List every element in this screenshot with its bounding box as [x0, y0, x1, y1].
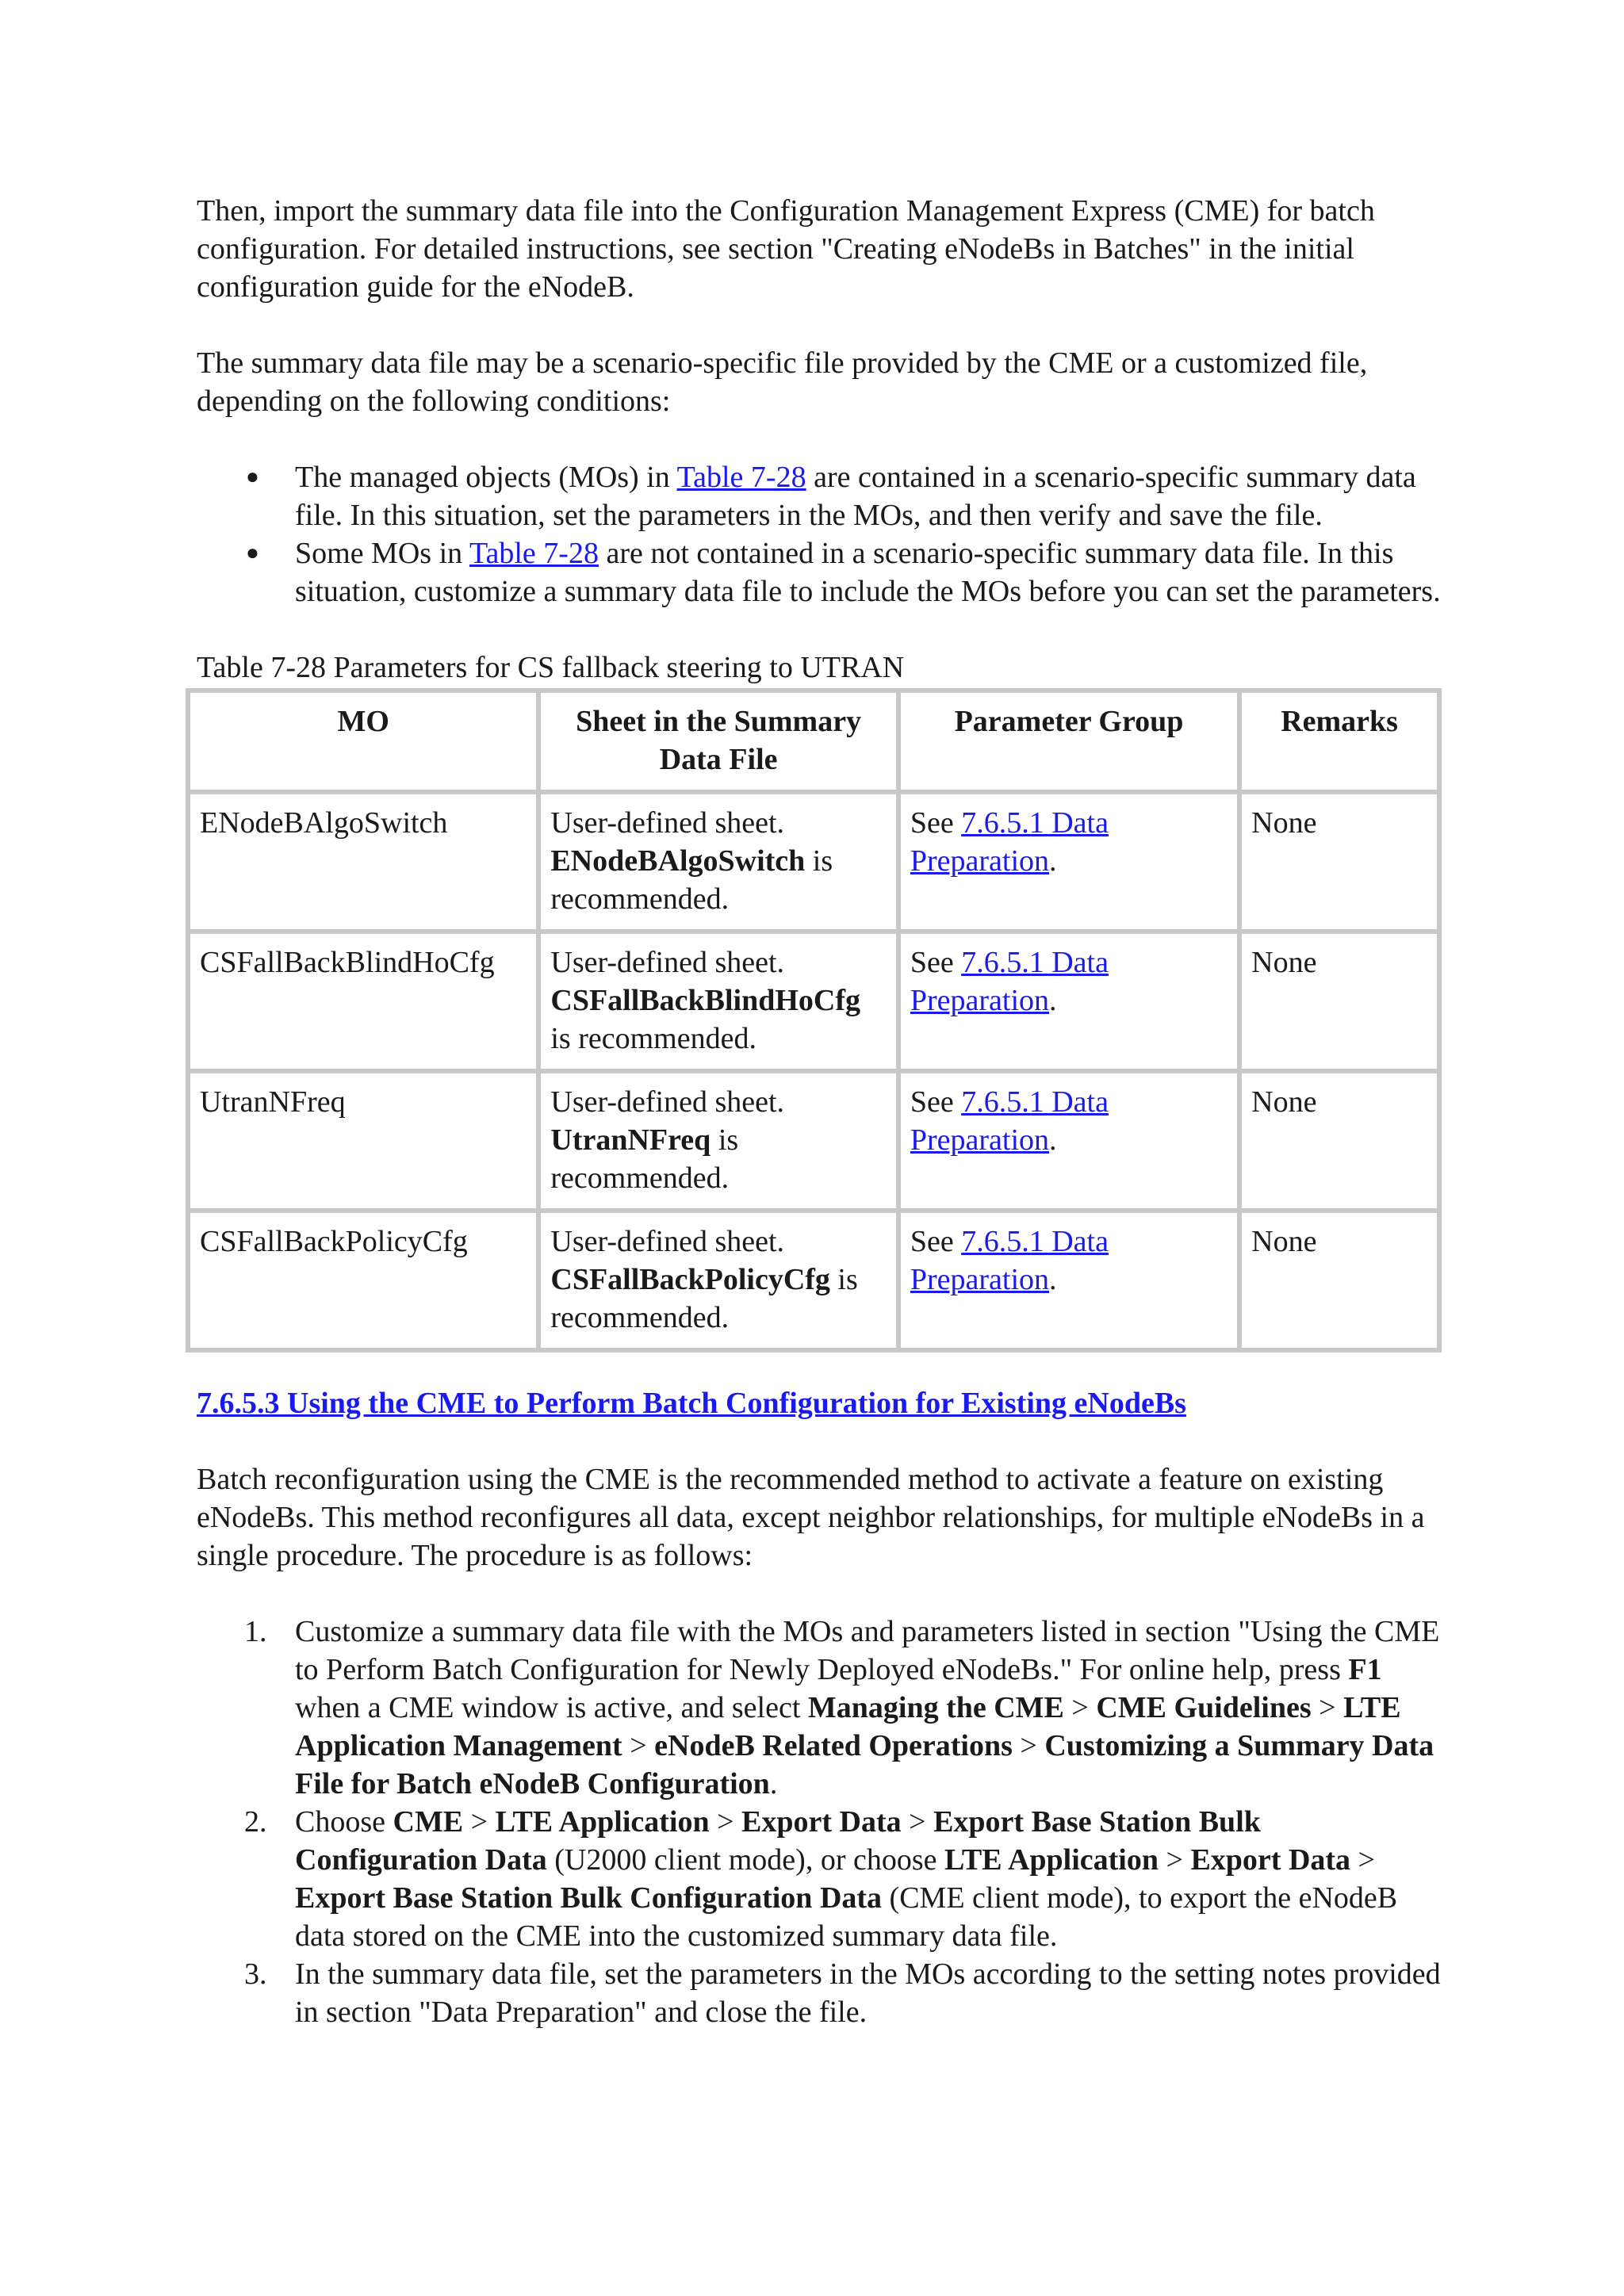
step-number: 3. [244, 1957, 267, 1991]
table-7-28-link[interactable]: Table 7-28 [469, 537, 599, 570]
conditions-list [197, 458, 1443, 610]
table-row [188, 1211, 1439, 1350]
cell-parameter-group: See 7.6.5.1 Data Preparation. [898, 792, 1239, 932]
table-row [188, 792, 1439, 932]
table-caption: Table 7-28 Parameters for CS fallback steering to UTRAN [197, 651, 905, 684]
cell-mo: CSFallBackBlindHoCfg [188, 932, 538, 1071]
header-mo: MO [188, 691, 538, 792]
cell-remarks: None [1239, 932, 1439, 1071]
bullet-icon: ● [246, 541, 259, 565]
bullet-icon: ● [246, 465, 259, 489]
cell-mo: ENodeBAlgoSwitch [188, 792, 538, 932]
table-header-row [188, 691, 1439, 792]
cell-parameter-group: See 7.6.5.1 Data Preparation. [898, 932, 1239, 1071]
cell-remarks: None [1239, 792, 1439, 932]
header-sheet: Sheet in the Summary Data File [538, 691, 898, 792]
intro-paragraph-2: The summary data file may be a scenario-specific file provided by the CME or a customized file, depending on the following conditions: [197, 346, 1368, 418]
table-row [188, 1071, 1439, 1211]
cell-remarks: None [1239, 1211, 1439, 1350]
parameters-table [186, 688, 1442, 1353]
list-item: ● Some MOs in Table 7-28 are not contained in a scenario-specific summary data file. In this situation, customize a summary data file to include the MOs before you can set the parameters. [197, 534, 1443, 610]
data-preparation-link[interactable]: 7.6.5.1 Data Preparation [910, 1225, 1109, 1296]
cell-parameter-group: See 7.6.5.1 Data Preparation. [898, 1211, 1239, 1350]
cell-parameter-group: See 7.6.5.1 Data Preparation. [898, 1071, 1239, 1211]
procedure-steps [197, 1613, 1443, 2031]
cell-mo: CSFallBackPolicyCfg [188, 1211, 538, 1350]
cell-sheet: User-defined sheet. UtranNFreq is recommended. [538, 1071, 898, 1211]
section-paragraph: Batch reconfiguration using the CME is the recommended method to activate a feature on existing eNodeBs. This method reconfigures all data, except neighbor relationships, for multiple eNodeBs in a single procedure. The procedure is as follows: [197, 1463, 1425, 1572]
list-item: ● The managed objects (MOs) in Table 7-28 are contained in a scenario-specific summary data file. In this situation, set the parameters in the MOs, and then verify and save the file. [197, 458, 1443, 534]
step-number: 2. [244, 1805, 267, 1839]
data-preparation-link[interactable]: 7.6.5.1 Data Preparation [910, 1085, 1109, 1157]
step-item: 3. In the summary data file, set the parameters in the MOs according to the setting notes provided in section "Data Preparation" and close the file. [197, 1955, 1443, 2031]
header-remarks: Remarks [1239, 691, 1439, 792]
cell-sheet: User-defined sheet. CSFallBackBlindHoCfg is recommended. [538, 932, 898, 1071]
cell-sheet: User-defined sheet. ENodeBAlgoSwitch is recommended. [538, 792, 898, 932]
table-7-28-link[interactable]: Table 7-28 [676, 461, 806, 494]
section-heading-link[interactable]: 7.6.5.3 Using the CME to Perform Batch Configuration for Existing eNodeBs [197, 1387, 1186, 1420]
header-parameter-group: Parameter Group [898, 691, 1239, 792]
data-preparation-link[interactable]: 7.6.5.1 Data Preparation [910, 806, 1109, 878]
step-item: 2. Choose CME > LTE Application > Export Data > Export Base Station Bulk Configuration Data (U2000 client mode), or choose LTE Application > Export Data > Export Base Station Bulk Configuration Data (CME client mode), to export the eNodeB data stored on the CME into the customized summary data file. [197, 1803, 1443, 1955]
data-preparation-link[interactable]: 7.6.5.1 Data Preparation [910, 946, 1109, 1017]
step-number: 1. [244, 1615, 267, 1648]
cell-sheet: User-defined sheet. CSFallBackPolicyCfg is recommended. [538, 1211, 898, 1350]
intro-paragraph-1: Then, import the summary data file into the Configuration Management Express (CME) for batch configuration. For detailed instructions, see section "Creating eNodeBs in Batches" in the initial configuration guide for the eNodeB. [197, 194, 1375, 304]
step-item: 1. Customize a summary data file with the MOs and parameters listed in section "Using the CME to Perform Batch Configuration for Newly Deployed eNodeBs." For online help, press F1 when a CME window is active, and select Managing the CME > CME Guidelines > LTE Application Management > eNodeB Related Operations > Customizing a Summary Data File for Batch eNodeB Configuration. [197, 1613, 1443, 1803]
document-page [197, 192, 1443, 2031]
cell-remarks: None [1239, 1071, 1439, 1211]
table-row [188, 932, 1439, 1071]
cell-mo: UtranNFreq [188, 1071, 538, 1211]
